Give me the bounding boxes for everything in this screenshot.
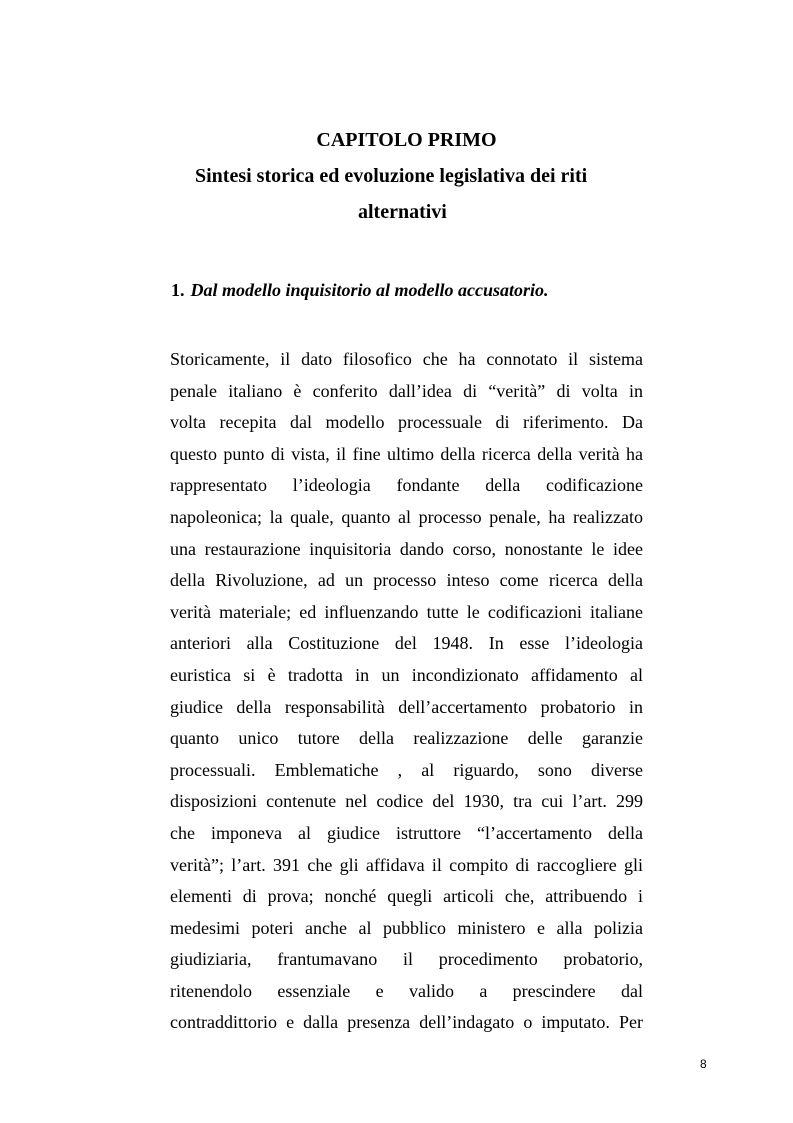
- page-number: 8: [700, 1057, 707, 1071]
- body-line: giudice della responsabilità dell’accertamento probatorio in: [170, 696, 643, 717]
- chapter-title-line-1: Sintesi storica ed evoluzione legislativa dei riti: [195, 165, 588, 187]
- section-number: 1.: [171, 280, 185, 300]
- body-line: ritenendolo essenziale e valido a prescindere dal: [170, 980, 643, 1001]
- chapter-title-line-2: alternativi: [358, 201, 447, 223]
- body-line: medesimi poteri anche al pubblico ministero e alla polizia: [170, 917, 643, 938]
- chapter-label: CAPITOLO PRIMO: [316, 129, 497, 151]
- body-line: verità materiale; ed influenzando tutte le codificazioni italiane: [170, 601, 643, 622]
- body-line: verità”; l’art. 391 che gli affidava il compito di raccogliere gli: [170, 854, 643, 875]
- body-line: rappresentato l’ideologia fondante della codificazione: [170, 475, 643, 496]
- body-line: elementi di prova; nonché quegli articoli che, attribuendo i: [170, 886, 643, 907]
- body-line: che imponeva al giudice istruttore “l’accertamento della: [170, 822, 643, 843]
- body-line: disposizioni contenute nel codice del 1930, tra cui l’art. 299: [170, 791, 643, 812]
- body-line: questo punto di vista, il fine ultimo della ricerca della verità ha: [170, 443, 643, 464]
- body-line: giudiziaria, frantumavano il procedimento probatorio,: [170, 949, 643, 970]
- body-line: una restaurazione inquisitoria dando corso, nonostante le idee: [170, 538, 643, 559]
- body-line: processuali. Emblematiche , al riguardo, sono diverse: [170, 759, 643, 780]
- body-line: volta recepita dal modello processuale di riferimento. Da: [170, 412, 643, 433]
- body-line: Storicamente, il dato filosofico che ha connotato il sistema: [170, 349, 643, 369]
- body-line: penale italiano è conferito dall’idea di “verità” di volta in: [170, 380, 643, 401]
- body-line: napoleonica; la quale, quanto al processo penale, ha realizzato: [170, 506, 643, 527]
- body-line: euristica si è tradotta in un incondizionato affidamento al: [170, 664, 643, 685]
- section-heading: [171, 277, 549, 303]
- body-line: contraddittorio e dalla presenza dell’indagato o imputato. Per: [170, 1012, 643, 1033]
- body-line: anteriori alla Costituzione del 1948. In esse l’ideologia: [170, 633, 643, 654]
- body-line: della Rivoluzione, ad un processo inteso come ricerca della: [170, 570, 643, 591]
- body-line: quanto unico tutore della realizzazione delle garanzie: [170, 728, 643, 749]
- section-title: Dal modello inquisitorio al modello accusatorio.: [190, 280, 549, 300]
- body-paragraph: [170, 344, 643, 1039]
